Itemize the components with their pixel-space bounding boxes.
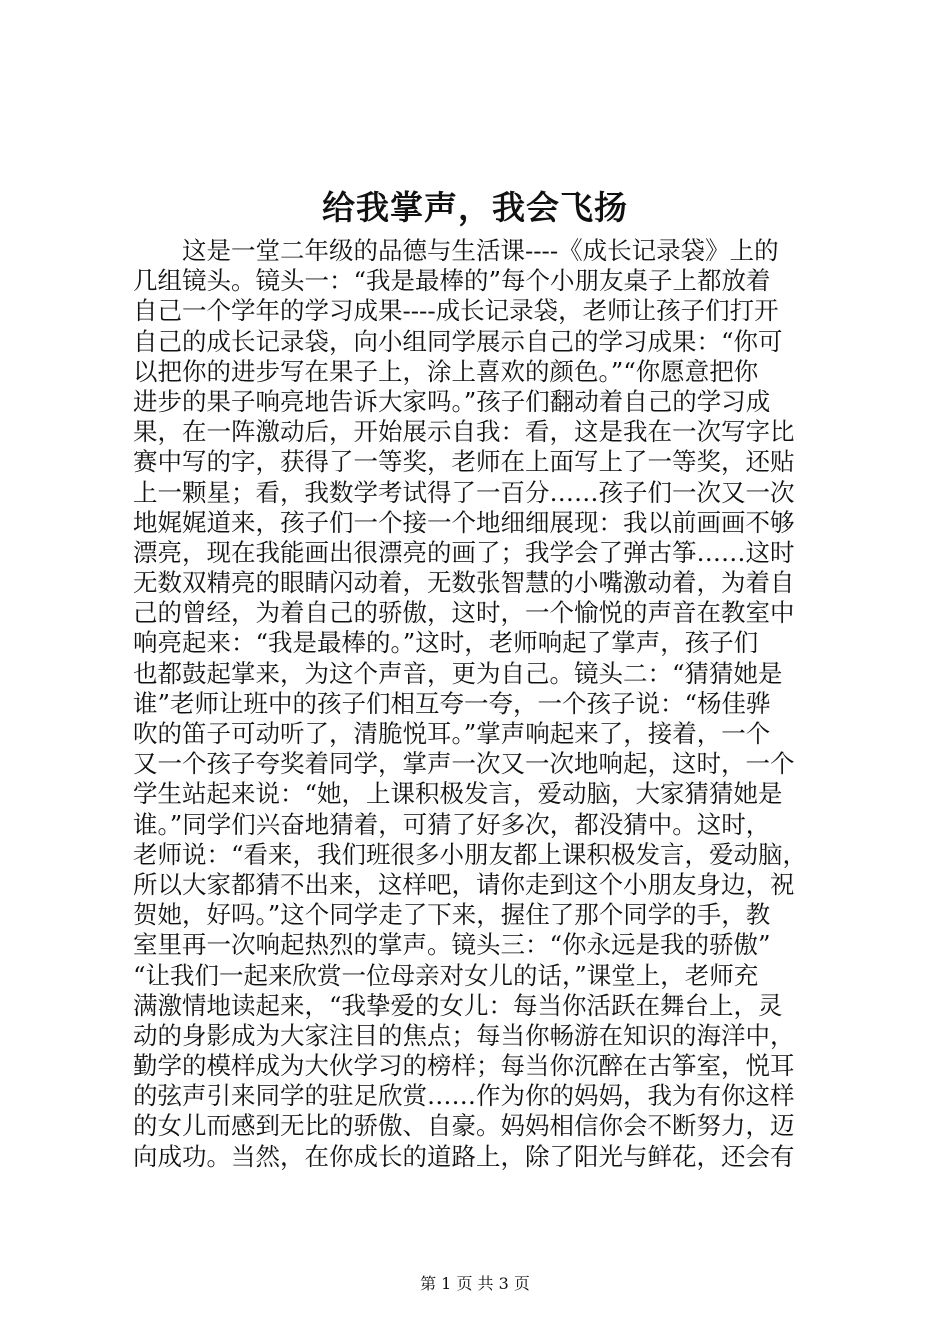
body-line: 也都鼓起掌来，为这个声音，更为自己。镜头二：“猜猜她是 (133, 658, 783, 688)
body-line: 又一个孩子夸奖着同学，掌声一次又一次地响起，这时，一个 (133, 749, 795, 779)
body-line: 的女儿而感到无比的骄傲、自豪。妈妈相信你会不断努力，迈 (133, 1111, 795, 1141)
document-body (133, 236, 833, 1172)
body-line: 上一颗星；看，我数学考试得了一百分……孩子们一次又一次 (133, 477, 795, 507)
body-line: “让我们一起来欣赏一位母亲对女儿的话，”课堂上，老师充 (133, 960, 759, 990)
body-line: 勤学的模样成为大伙学习的榜样；每当你沉醉在古筝室，悦耳 (133, 1051, 795, 1081)
body-line: 这是一堂二年级的品德与生活课----《成长记录袋》上的 (182, 236, 779, 265)
body-line: 满激情地读起来，“我挚爱的女儿：每当你活跃在舞台上，灵 (133, 990, 783, 1020)
body-line: 自己的成长记录袋，向小组同学展示自己的学习成果：“你可 (133, 326, 783, 356)
body-line: 的弦声引来同学的驻足欣赏……作为你的妈妈，我为有你这样 (133, 1081, 795, 1111)
body-line: 学生站起来说：“她，上课积极发言，爱动脑，大家猜猜她是 (133, 779, 783, 809)
body-line: 地娓娓道来，孩子们一个接一个地细细展现：我以前画画不够 (133, 507, 795, 537)
body-line: 老师说：“看来，我们班很多小朋友都上课积极发言，爱动脑， (133, 839, 808, 869)
body-line: 无数双精亮的眼睛闪动着，无数张智慧的小嘴激动着，为着自 (133, 568, 795, 598)
document-title: 给我掌声，我会飞扬 (322, 188, 628, 227)
body-line: 己的曾经，为着自己的骄傲，这时，一个愉悦的声音在教室中 (133, 598, 795, 628)
body-line: 所以大家都猜不出来，这样吧，请你走到这个小朋友身边，祝 (133, 869, 795, 899)
body-line: 动的身影成为大家注目的焦点；每当你畅游在知识的海洋中， (133, 1020, 795, 1050)
body-line: 向成功。当然，在你成长的道路上，除了阳光与鲜花，还会有 (133, 1141, 795, 1171)
body-line: 室里再一次响起热烈的掌声。镜头三：“你永远是我的骄傲” (133, 930, 771, 960)
body-line: 几组镜头。镜头一：“我是最棒的”每个小朋友桌子上都放着 (133, 266, 771, 296)
body-line: 赛中写的字，获得了一等奖，老师在上面写上了一等奖，还贴 (133, 447, 795, 477)
body-line: 贺她，好吗。”这个同学走了下来，握住了那个同学的手，教 (133, 900, 771, 930)
body-line: 漂亮，现在我能画出很漂亮的画了；我学会了弹古筝……这时 (133, 537, 795, 567)
body-line: 谁。”同学们兴奋地猜着，可猜了好多次，都没猜中。这时， (133, 809, 771, 839)
body-line: 以把你的进步写在果子上，涂上喜欢的颜色。”“你愿意把你 (133, 356, 759, 386)
body-line: 响亮起来：“我是最棒的。”这时，老师响起了掌声，孩子们 (133, 628, 759, 658)
body-line: 谁”老师让班中的孩子们相互夸一夸，一个孩子说：“杨佳骅 (133, 688, 771, 718)
body-line: 吹的笛子可动听了，清脆悦耳。”掌声响起来了，接着，一个 (133, 719, 771, 748)
body-line: 果，在一阵激动后，开始展示自我：看，这是我在一次写字比 (133, 417, 795, 447)
body-line: 进步的果子响亮地告诉大家吗。”孩子们翻动着自己的学习成 (133, 386, 771, 416)
page-number-footer: 第 1 页 共 3 页 (420, 1274, 530, 1293)
body-line: 自己一个学年的学习成果----成长记录袋，老师让孩子们打开 (133, 296, 779, 326)
